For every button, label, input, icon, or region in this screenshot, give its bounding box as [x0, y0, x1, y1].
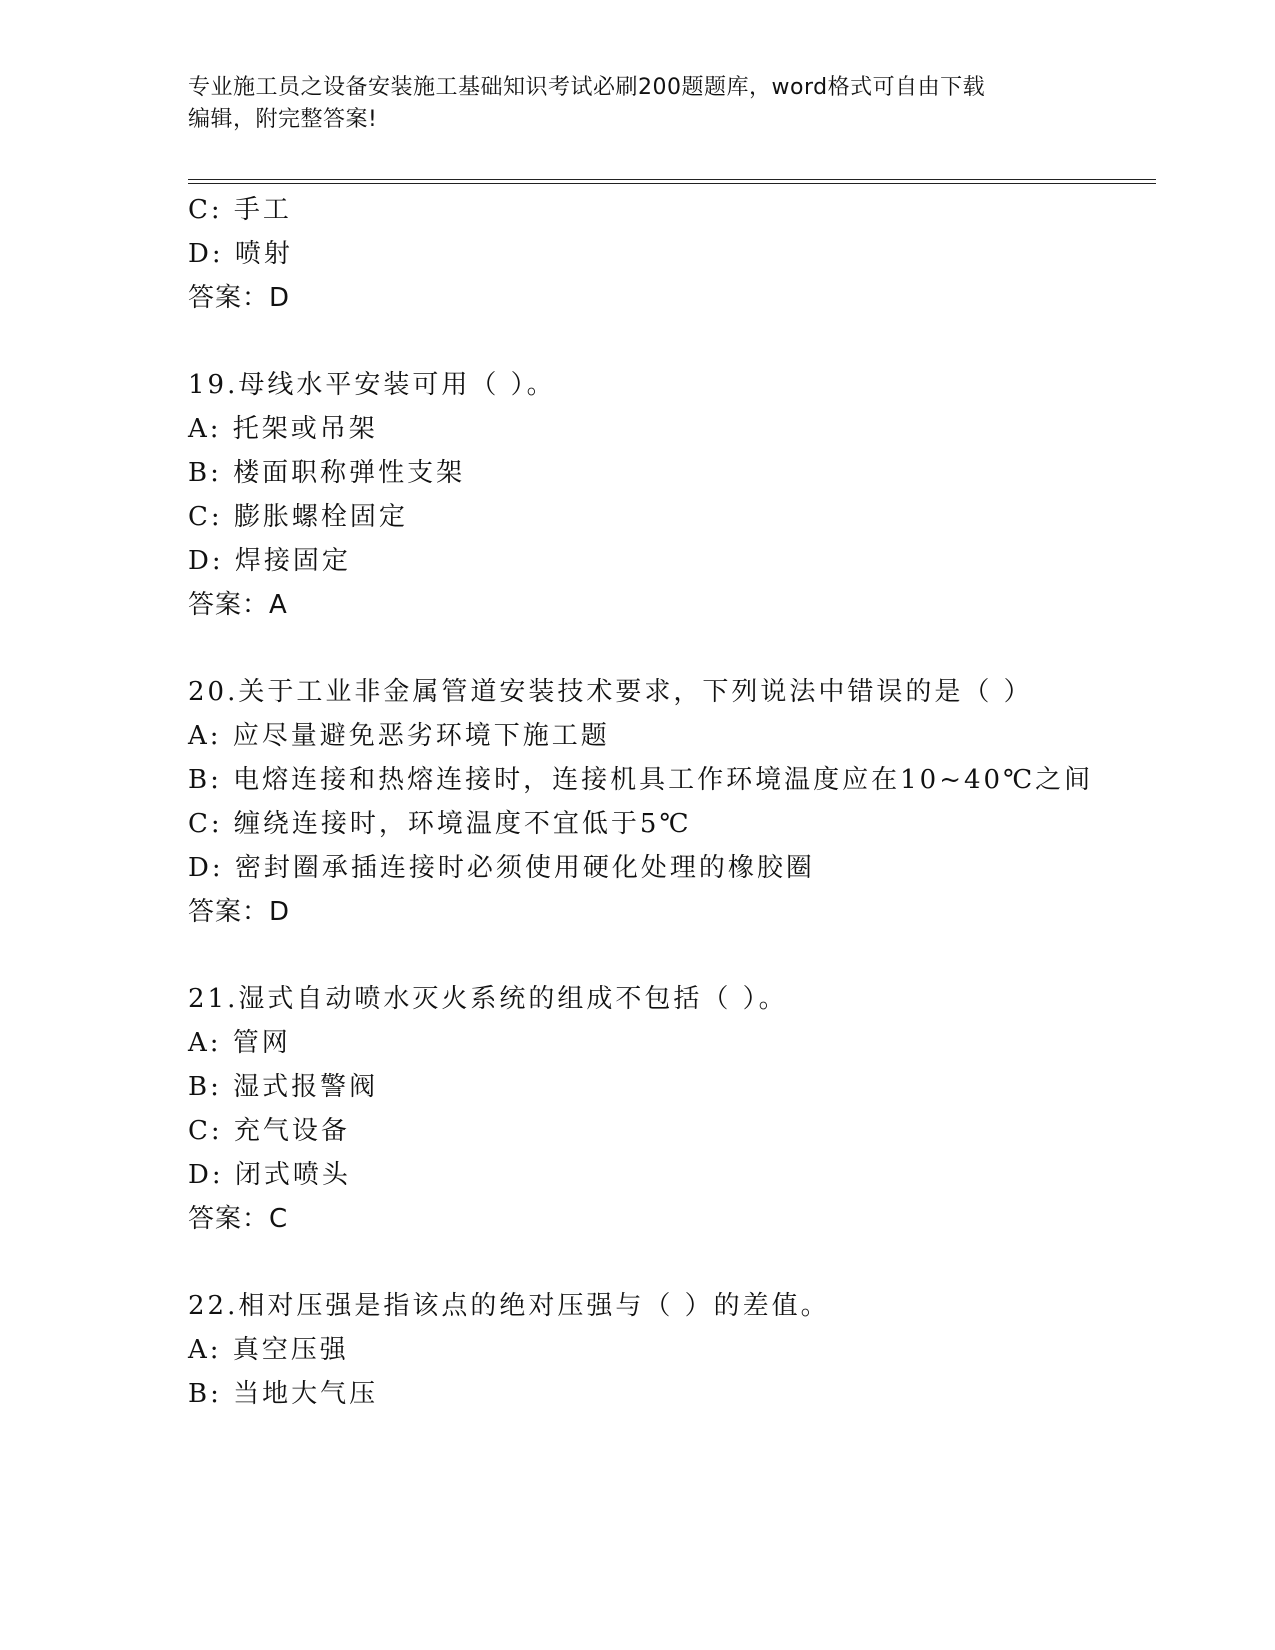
option-c: C: 膨胀螺栓固定 [188, 502, 408, 532]
option-d: D: 喷射 [188, 239, 293, 269]
header-divider-top [188, 179, 1156, 180]
option-a: A: 真空压强 [188, 1335, 349, 1365]
option-c: C: 手工 [188, 195, 292, 225]
answer-line: 答案：D [188, 283, 291, 313]
option-b: B: 电熔连接和热熔连接时，连接机具工作环境温度应在10~40℃之间 [188, 765, 1094, 795]
option-d: D: 密封圈承插连接时必须使用硬化处理的橡胶圈 [188, 853, 815, 883]
question-stem: 19.母线水平安装可用（ ）。 [188, 370, 556, 400]
header-divider-bottom [188, 183, 1156, 184]
answer-line: 答案：D [188, 897, 291, 927]
document-header [188, 72, 1088, 136]
answer-line: 答案：A [188, 590, 288, 620]
option-b: B: 湿式报警阀 [188, 1072, 379, 1102]
option-a: A: 托架或吊架 [188, 414, 378, 444]
option-a: A: 管网 [188, 1028, 291, 1058]
option-a: A: 应尽量避免恶劣环境下施工题 [188, 721, 610, 751]
header-title-line-1: 专业施工员之设备安装施工基础知识考试必刷200题题库，word格式可自由下载 [188, 75, 986, 100]
option-c: C: 缠绕连接时，环境温度不宜低于5℃ [188, 809, 692, 839]
question-stem: 20.关于工业非金属管道安装技术要求，下列说法中错误的是（ ） [188, 677, 1033, 707]
option-d: D: 闭式喷头 [188, 1160, 351, 1190]
option-b: B: 当地大气压 [188, 1379, 379, 1409]
header-title-line-2: 编辑，附完整答案! [188, 107, 378, 132]
question-stem: 21.湿式自动喷水灭火系统的组成不包括（ ）。 [188, 984, 788, 1014]
option-c: C: 充气设备 [188, 1116, 350, 1146]
option-b: B: 楼面职称弹性支架 [188, 458, 466, 488]
question-stem: 22.相对压强是指该点的绝对压强与（ ）的差值。 [188, 1291, 830, 1321]
option-d: D: 焊接固定 [188, 546, 351, 576]
answer-line: 答案：C [188, 1204, 289, 1234]
